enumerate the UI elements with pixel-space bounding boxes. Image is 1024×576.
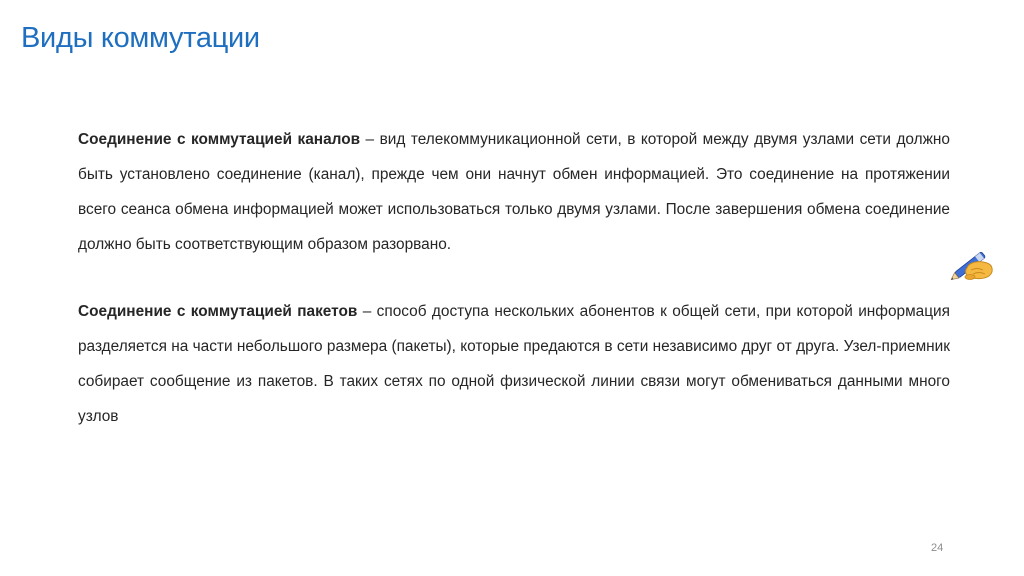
writing-hand-icon [949, 246, 995, 282]
term-packet-switching: Соединение с коммутацией пакетов [78, 303, 358, 320]
paragraph-packet-switching [78, 294, 950, 434]
definition-circuit-switching: – вид телекоммуникационной сети, в которой между двумя узлами сети должно быть установлено соединение (канал), прежде чем они начнут обмен информацией. Это соединение на протяжении всего сеанса обмена информацией может использоваться только двумя узлами. После завершения обмена соединение должно быть соответствующим образом разорвано. [78, 131, 950, 253]
page-number: 24 [931, 542, 944, 554]
slide-title: Виды коммутации [21, 22, 260, 54]
definition-packet-switching: – способ доступа нескольких абонентов к общей сети, при которой информация разделяется на части небольшого размера (пакеты), которые предаются в сети независимо друг от друга. Узел-приемник собирает сообщение из пакетов. В таких сетях по одной физической линии связи могут обмениваться данными много узлов [78, 303, 950, 425]
term-circuit-switching: Соединение с коммутацией каналов [78, 131, 361, 148]
paragraph-circuit-switching [78, 122, 950, 262]
